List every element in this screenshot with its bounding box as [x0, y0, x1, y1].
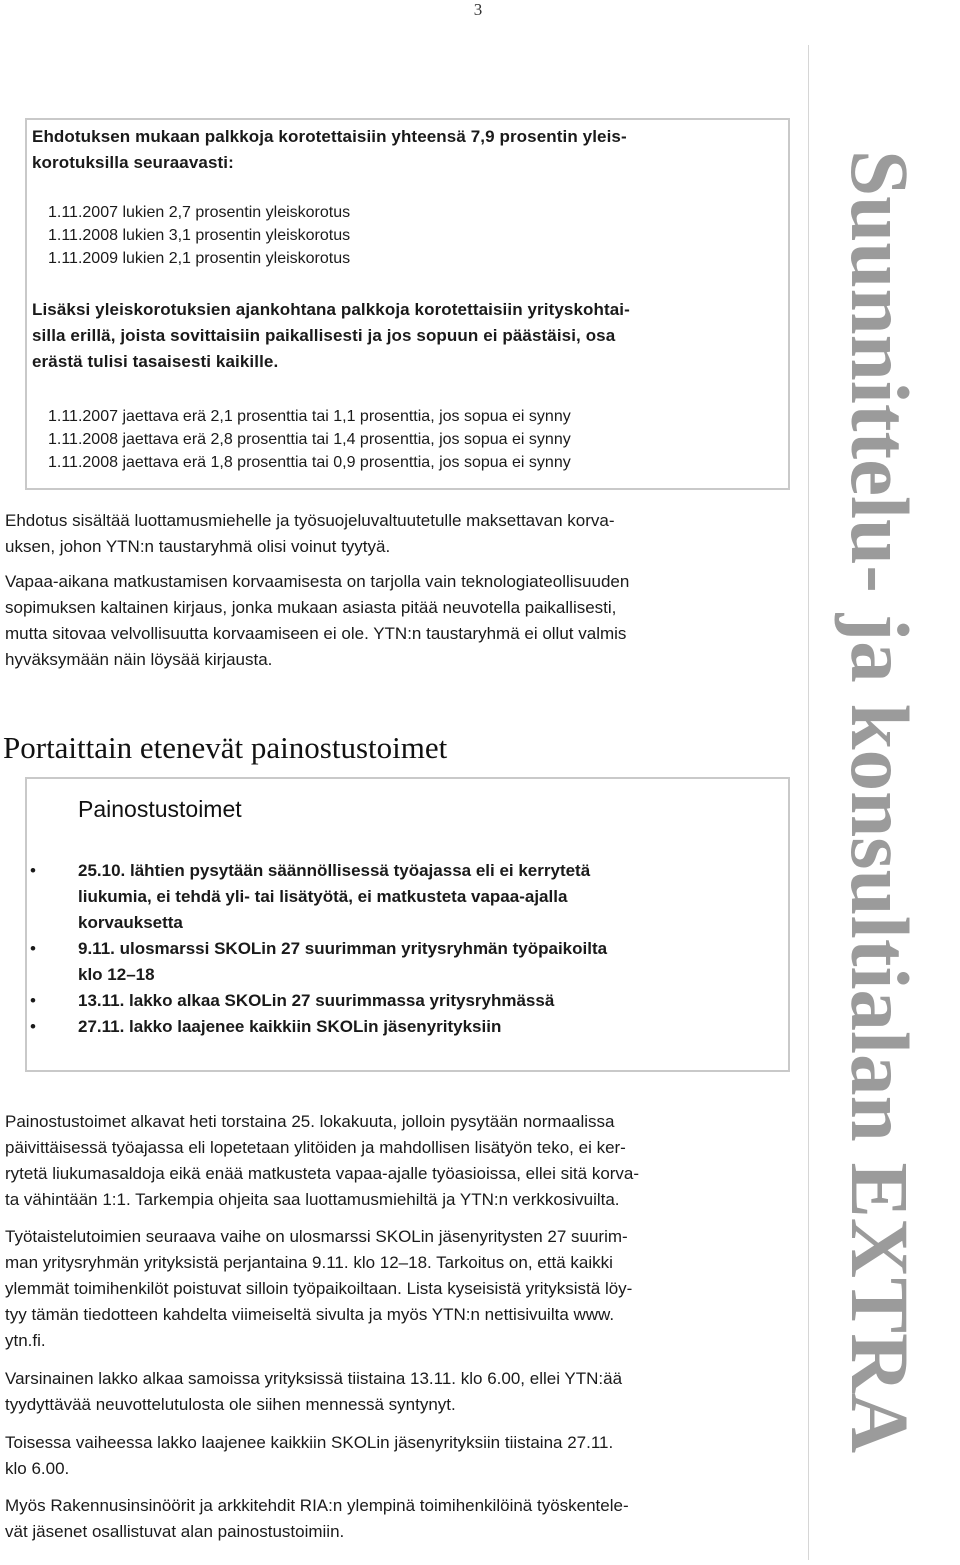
measure-text: 9.11. ulosmarssi SKOLin 27 suurimman yritysryhmän työpaikoilta klo 12–18 [78, 939, 608, 984]
bullet-icon: • [30, 861, 36, 880]
measures-heading: Painostustoimet [78, 796, 242, 822]
travel-paragraph: Vapaa-aikana matkustamisen korvaamisesta on tarjolla vain teknologiateollisuuden sopimuksen kaltainen kirjaus, jonka mukaan asiasta pitää neuvotella paikallisesti, mutta sitovaa velvollisuutta korvaamiseen ei ole. YTN:n taustaryhmä ei ollut valmis hyväksymään näin löysää kirjausta. [5, 572, 630, 669]
local-raises-text: Lisäksi yleiskorotuksien ajankohtana palkkoja korotettaisiin yrityskohtai- silla erillä, joista sovittaisiin paikallisesti ja jos sopuun ei päästäisi, osa erästä tulisi tasaisesti kaikille. [32, 300, 630, 371]
measures-list [30, 858, 770, 1040]
list-item [30, 988, 770, 1014]
page-number: 3 [473, 0, 483, 19]
strike-expand-paragraph: Toisessa vaiheessa lakko laajenee kaikkiin SKOLin jäsenyrityksiin tiistaina 27.11. klo 6.00. [5, 1433, 614, 1478]
local-raises-list: 1.11.2007 jaettava erä 2,1 prosenttia tai 1,1 prosenttia, jos sopua ei synny 1.11.2008 jaettava erä 2,8 prosenttia tai 1,4 prosenttia, jos sopua ei synny 1.11.2008 jaettava erä 1,8 prosenttia tai 0,9 prosenttia, jos sopua ei synny [48, 408, 571, 471]
ria-paragraph: Myös Rakennusinsinöörit ja arkkitehdit RIA:n ylempinä toimihenkilöinä työskentele- vät jäsenet osallistuvat alan painostustoimiin. [5, 1496, 629, 1541]
measures-start-paragraph: Painostustoimet alkavat heti torstaina 25. lokakuuta, jolloin pysytään normaalissa päivittäisessä työajassa eli lopetetaan ylitöiden ja mahdollisen lisätyön teko, ei ker- rytetä liukumasaldoja eikä enää matkusteta vapaa-ajalle työasioissa, ellei sitä korva- ta vähintään 1:1. Tarkempia ohjeita saa luottamusmiehiltä ja YTN:n verkkosivuilta. [5, 1112, 640, 1209]
section-heading: Portaittain etenevät painostustoimet [3, 730, 448, 765]
list-item [30, 1014, 770, 1040]
bullet-icon: • [30, 991, 36, 1010]
list-item [30, 858, 770, 936]
list-item [30, 936, 770, 988]
sidebar-divider [808, 45, 809, 1560]
measure-text: 13.11. lakko alkaa SKOLin 27 suurimmassa yritysryhmässä [78, 991, 555, 1010]
strike-start-paragraph: Varsinainen lakko alkaa samoissa yrityksissä tiistaina 13.11. klo 6.00, ellei YTN:ää tyydyttävää neuvottelutulosta ole siihen mennessä syntynyt. [5, 1369, 623, 1414]
measure-text: 27.11. lakko laajenee kaikkiin SKOLin jäsenyrityksiin [78, 1017, 502, 1036]
bullet-icon: • [30, 1017, 36, 1036]
general-raises-list: 1.11.2007 lukien 2,7 prosentin yleiskorotus 1.11.2008 lukien 3,1 prosentin yleiskorotus 1.11.2009 lukien 2,1 prosentin yleiskorotus [48, 204, 351, 267]
compensation-paragraph: Ehdotus sisältää luottamusmiehelle ja työsuojeluvaltuutetulle maksettavan korva- uksen, johon YTN:n taustaryhmä olisi voinut tyytyä. [5, 511, 615, 556]
measure-text: 25.10. lähtien pysytään säännöllisessä työajassa eli ei kerrytetä liukumia, ei tehdä yli- tai lisätyötä, ei matkusteta vapaa-ajalla korvauksetta [78, 861, 591, 932]
walkout-paragraph: Työtaistelutoimien seuraava vaihe on ulosmarssi SKOLin jäsenyritysten 27 suurim- man yritysryhmän yrityksistä perjantaina 9.11. klo 12–18. Tarkoitus on, että kaikki ylemmät toimihenkilöt poistuvat silloin työpaikoiltaan. Lista kyseisistä yrityksistä löy- tyy tämän tiedotteen kahdelta viimeiseltä sivulta ja myös YTN:n nettisivuilta www. ytn.fi. [5, 1227, 633, 1350]
sidebar-title: Suunnittelu- ja konsultialan EXTRA [834, 150, 926, 1454]
bullet-icon: • [30, 939, 36, 958]
proposal-intro: Ehdotuksen mukaan palkkoja korotettaisiin yhteensä 7,9 prosentin yleis- korotuksilla seuraavasti: [32, 127, 627, 172]
